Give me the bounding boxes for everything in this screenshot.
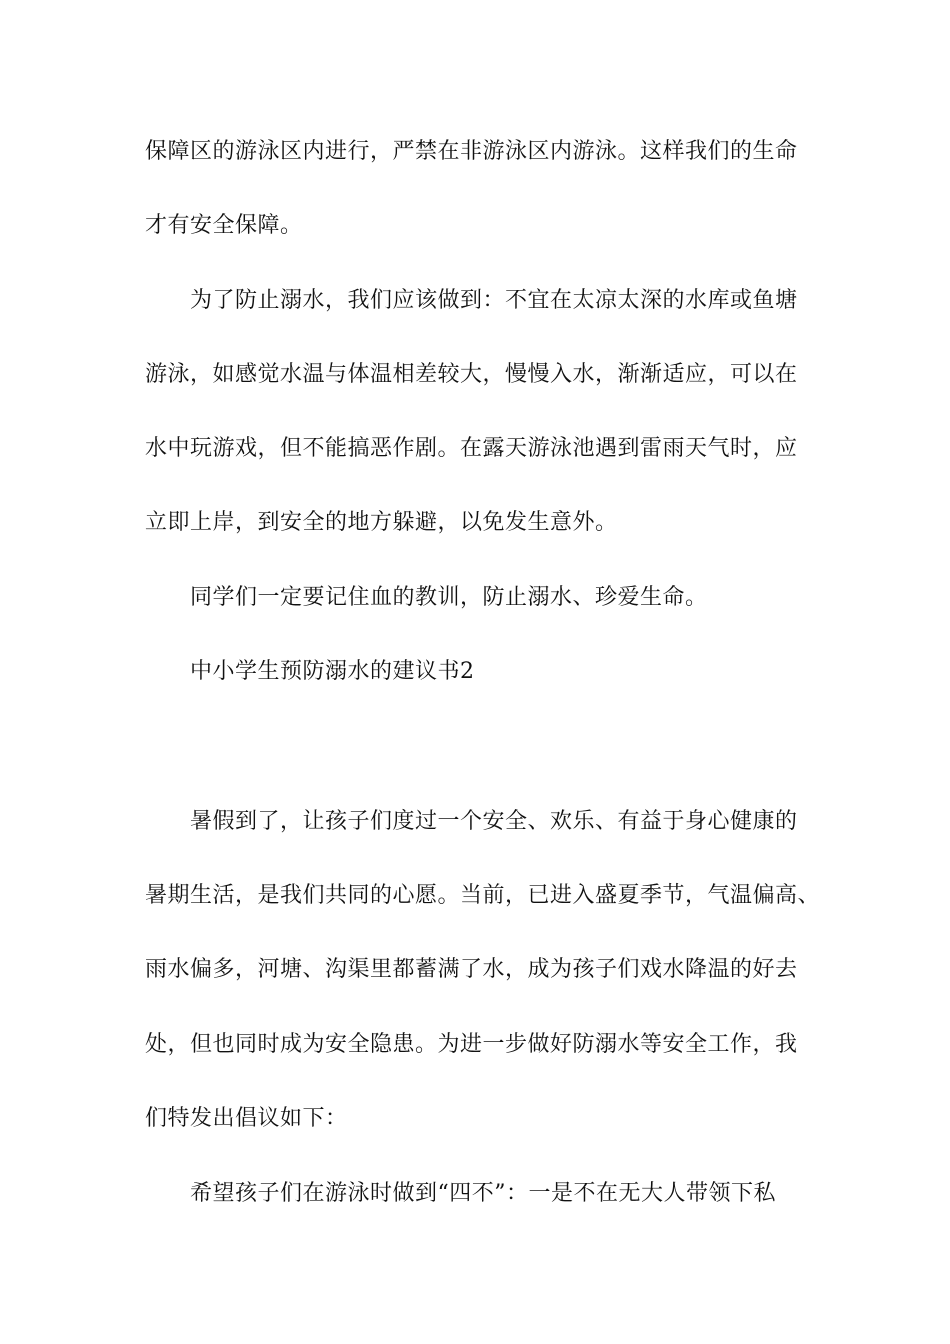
text-line-12: 处，但也同时成为安全隐患。为进一步做好防溺水等安全工作，我 (145, 1032, 798, 1057)
text-line-6: 立即上岸，到安全的地方躲避，以免发生意外。 (145, 510, 618, 535)
text-line-3: 为了防止溺水，我们应该做到：不宜在太凉太深的水库或鱼塘 (190, 288, 798, 313)
text-line-7: 同学们一定要记住血的教训，防止溺水、珍爱生命。 (190, 585, 708, 610)
text-line-9: 暑假到了，让孩子们度过一个安全、欢乐、有益于身心健康的 (190, 809, 798, 834)
text-line-2: 才有安全保障。 (145, 213, 303, 238)
text-line-1: 保障区的游泳区内进行，严禁在非游泳区内游泳。这样我们的生命 (145, 139, 798, 164)
text-line-13: 们特发出倡议如下： (145, 1106, 348, 1131)
text-line-5: 水中玩游戏，但不能搞恶作剧。在露天游泳池遇到雷雨天气时，应 (145, 436, 798, 461)
text-line-10: 暑期生活，是我们共同的心愿。当前，已进入盛夏季节，气温偏高、 (145, 883, 821, 908)
section-title: 中小学生预防溺水的建议书2 (190, 659, 475, 684)
text-line-4: 游泳，如感觉水温与体温相差较大，慢慢入水，渐渐适应，可以在 (145, 362, 798, 387)
text-line-14: 希望孩子们在游泳时做到“四不”：一是不在无大人带领下私 (190, 1181, 776, 1206)
text-line-11: 雨水偏多，河塘、沟渠里都蓄满了水，成为孩子们戏水降温的好去 (145, 957, 798, 982)
